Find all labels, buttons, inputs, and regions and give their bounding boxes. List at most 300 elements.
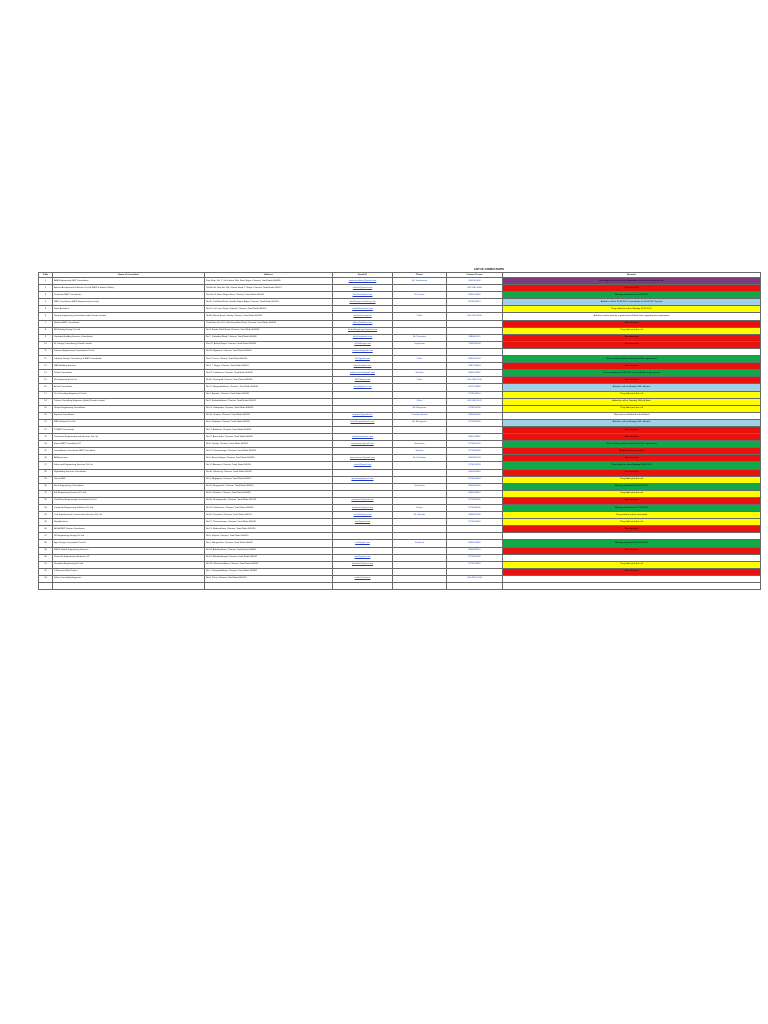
table-row xyxy=(39,363,761,370)
cell-phone xyxy=(393,426,447,433)
cell-email xyxy=(333,448,393,455)
cell-phone xyxy=(393,384,447,391)
cell-name: Green MEP xyxy=(53,476,205,483)
cell-remarks: They didn't pick the call xyxy=(503,561,761,568)
cell-remarks xyxy=(503,575,761,582)
cell-contact: 9840001234 xyxy=(447,356,503,363)
cell-email[interactable]: aakash@gmail.com xyxy=(333,285,393,292)
cell-remarks: They didn't pick the call xyxy=(503,490,761,497)
cell-address: No.60, Perungudi, Chennai, Tamil Nadu 600096 xyxy=(205,377,333,384)
cell-address: No.27, Thiruvanmiyur, Chennai, Tamil Nadu 600041 xyxy=(205,519,333,526)
table-row xyxy=(39,519,761,526)
header-email: Email ID xyxy=(333,273,393,278)
cell-contact: 044 2496 1100 xyxy=(447,377,503,384)
cell-remarks: Not interested xyxy=(503,455,761,462)
cell-email[interactable]: info@kusthalan.com xyxy=(333,292,393,299)
table-row xyxy=(39,356,761,363)
cell-phone xyxy=(393,327,447,334)
cell-sno: 37 xyxy=(39,533,53,540)
cell-remarks: They asked to call on Monday 26.06.2017 xyxy=(503,462,761,469)
cell-address: No.5, Besant Nagar, Chennai, Tamil Nadu 600090 xyxy=(205,455,333,462)
cell-sno: 32 xyxy=(39,497,53,504)
cell-remarks: Asked to call on 25.06.2017, sent details on 20.06.2017 by mail xyxy=(503,299,761,306)
cell-phone xyxy=(393,476,447,483)
cell-remarks: Need to call on next week xyxy=(503,448,761,455)
cell-phone xyxy=(393,434,447,441)
cell-contact: 044 2483 0011 xyxy=(447,398,503,405)
cell-sno: 16 xyxy=(39,384,53,391)
cell-contact: 9887766554 xyxy=(447,363,503,370)
cell-phone: Chandrasekaran xyxy=(393,412,447,419)
cell-remarks: Not interested xyxy=(503,469,761,476)
cell-name: Dheebatti Engineering Pvt Ltd xyxy=(53,561,205,568)
cell-address: Old No.58, New No.135, Usman Road, T. Nagar, Chennai, Tamil Nadu 600017 xyxy=(205,285,333,292)
cell-email[interactable]: innovent@gmail.com xyxy=(333,348,393,355)
cell-email xyxy=(333,547,393,554)
cell-remarks: Not interested xyxy=(503,526,761,533)
cell-sno: 22 xyxy=(39,426,53,433)
table-row xyxy=(39,540,761,547)
cell-phone: Mr. Prasanna xyxy=(393,334,447,341)
cell-email[interactable]: bk.buildingdesign@gmail.com xyxy=(333,327,393,334)
cell-address: No.10, 1st Cross Street, Kilpauk, Chennai, Tamil Nadu 600010 xyxy=(205,306,333,313)
cell-contact xyxy=(447,320,503,327)
cell-remarks xyxy=(503,348,761,355)
cell-name: MEP Infratech Pvt Ltd xyxy=(53,419,205,426)
table-row xyxy=(39,327,761,334)
cell-remarks: They didn't pick the call xyxy=(503,519,761,526)
cell-remarks: Asked to call on Tuesday, Will call back xyxy=(503,398,761,405)
cell-sno: 28 xyxy=(39,469,53,476)
sheet-title: LIST OF CONSULTANTS xyxy=(474,268,504,271)
table-row xyxy=(39,462,761,469)
table-row xyxy=(39,412,761,419)
cell-phone xyxy=(393,583,447,590)
cell-phone xyxy=(393,490,447,497)
table-row xyxy=(39,285,761,292)
header-address: Address xyxy=(205,273,333,278)
cell-contact: 9840500600 xyxy=(447,412,503,419)
cell-sno: 18 xyxy=(39,398,53,405)
cell-contact: 9176100200 xyxy=(447,405,503,412)
cell-phone: Jeyakumar xyxy=(393,341,447,348)
cell-remarks: They asked to call on Monday 26.06.2017 xyxy=(503,306,761,313)
cell-remarks: Not interested xyxy=(503,497,761,504)
cell-email[interactable]: tark@tarkeng.com xyxy=(333,512,393,519)
cell-sno: 23 xyxy=(39,434,53,441)
cell-contact: 9840405060 xyxy=(447,483,503,490)
cell-sno: 27 xyxy=(39,462,53,469)
cell-contact: 9840607080 xyxy=(447,512,503,519)
cell-contact: 044 2250 4500 xyxy=(447,313,503,320)
cell-address: No.77, Anna Salai, Chennai, Tamil Nadu 600002 xyxy=(205,434,333,441)
cell-name: Ideas Architects xyxy=(53,306,205,313)
cell-sno: 21 xyxy=(39,419,53,426)
cell-email[interactable]: greenmep@gmail.com xyxy=(333,476,393,483)
cell-email[interactable]: info@agni.com xyxy=(333,540,393,547)
cell-contact: 9765432100 xyxy=(447,341,503,348)
cell-contact: 9876543210 xyxy=(447,299,503,306)
cell-phone xyxy=(393,497,447,504)
cell-email[interactable]: mail@ideasarch.com xyxy=(333,306,393,313)
cell-contact xyxy=(447,568,503,575)
cell-address: No.30, Sholinganallur, Chennai, Tamil Nadu 600119 xyxy=(205,497,333,504)
table-row xyxy=(39,391,761,398)
cell-contact: 9840809010 xyxy=(447,547,503,554)
cell-address: No.9, Kodambakkam, Chennai, Tamil Nadu 600024 xyxy=(205,398,333,405)
cell-name: Unique Engineering Consultants xyxy=(53,405,205,412)
cell-phone: Mr. Bhagavan xyxy=(393,405,447,412)
cell-name: Vajaindra Building Services Consultants xyxy=(53,334,205,341)
cell-contact: 9841234987 xyxy=(447,434,503,441)
cell-email xyxy=(333,583,393,590)
cell-name: Paramount Engineering and Services Pvt Ltd xyxy=(53,434,205,441)
cell-contact: 9176543210 xyxy=(447,391,503,398)
table-row xyxy=(39,526,761,533)
cell-remarks: Asked to call on Monday, Will call back xyxy=(503,384,761,391)
cell-address: No.24, Ekkaduthangal, Chennai, Tamil Nadu 600032 xyxy=(205,554,333,561)
cell-email[interactable]: info@vajaindra.com xyxy=(333,334,393,341)
cell-remarks: They didn't pick the call xyxy=(503,405,761,412)
cell-address xyxy=(205,583,333,590)
table-row xyxy=(39,583,761,590)
cell-contact: 9840304050 xyxy=(447,469,503,476)
cell-phone xyxy=(393,306,447,313)
cell-email xyxy=(333,426,393,433)
cell-email[interactable]: info@paramount.com xyxy=(333,434,393,441)
cell-phone xyxy=(393,554,447,561)
header-name: Name of Consultant xyxy=(53,273,205,278)
cell-email[interactable]: dheebatti@gmail.com xyxy=(333,561,393,568)
cell-remarks: Got a meeting today and discussed the requirement xyxy=(503,356,761,363)
table-row xyxy=(39,306,761,313)
cell-phone: Mr. Parthiban xyxy=(393,455,447,462)
cell-remarks: Not interested xyxy=(503,434,761,441)
table-row xyxy=(39,434,761,441)
cell-name: MEPS Global Engineering Services xyxy=(53,547,205,554)
cell-name: SK Engineering Design Pvt Ltd xyxy=(53,533,205,540)
cell-name: A K Engineering Services Pvt Ltd xyxy=(53,490,205,497)
cell-sno: 39 xyxy=(39,547,53,554)
table-row xyxy=(39,341,761,348)
cell-name: Sulan and Engineering Services Pvt Ltd xyxy=(53,462,205,469)
table-row xyxy=(39,313,761,320)
cell-email[interactable]: office@ekdisha.com xyxy=(333,320,393,327)
cell-name: Ekdisha MEP Consultants xyxy=(53,320,205,327)
cell-address: No.45, 2nd Main Road, Gandhi Nagar, Adyar, Chennai, Tamil Nadu 600020 xyxy=(205,299,333,306)
cell-sno: 3 xyxy=(39,292,53,299)
cell-email xyxy=(333,568,393,575)
cell-email xyxy=(333,469,393,476)
cell-remarks: Not interested xyxy=(503,547,761,554)
cell-name: SJ MEP Consultants xyxy=(53,426,205,433)
cell-contact xyxy=(447,426,503,433)
cell-contact: 9884001122 xyxy=(447,334,503,341)
cell-sno: 26 xyxy=(39,455,53,462)
cell-name: Pro Consulting Engineers Pvt Ltd xyxy=(53,391,205,398)
cell-phone: Santosh xyxy=(393,448,447,455)
cell-name: Expert MEP Consulting LLP xyxy=(53,441,205,448)
cell-phone xyxy=(393,575,447,582)
table-row xyxy=(39,292,761,299)
table-row xyxy=(39,561,761,568)
cell-phone: Mr. Kumar xyxy=(393,292,447,299)
cell-contact: 9176010203 xyxy=(447,462,503,469)
cell-email[interactable]: vineplanet@gmail.com xyxy=(333,497,393,504)
header-contact: Contact Person xyxy=(447,273,503,278)
cell-email[interactable]: landmark@gmail.com xyxy=(333,505,393,512)
cell-sno: 6 xyxy=(39,313,53,320)
cell-email[interactable]: enprose@gmail.com xyxy=(333,412,393,419)
cell-phone: Office xyxy=(393,356,447,363)
cell-address: First Floor, No. 7, Sri Krishna Villa, Ram Nagar, Chennai, Tamil Nadu 600088 xyxy=(205,278,333,285)
cell-email[interactable]: ray@gmail.com xyxy=(333,519,393,526)
cell-remarks: Not interested xyxy=(503,320,761,327)
cell-sno: 8 xyxy=(39,327,53,334)
cell-name: Prithvi Consultants xyxy=(53,370,205,377)
cell-email[interactable]: sulan@gmail.com xyxy=(333,462,393,469)
cell-phone: Office xyxy=(393,313,447,320)
cell-sno: 38 xyxy=(39,540,53,547)
cell-name: Innovent Engineering Consultants Pvt Ltd xyxy=(53,348,205,355)
cell-sno: 12 xyxy=(39,356,53,363)
cell-name: Tark Engineering & Construction Services Pvt Ltd xyxy=(53,512,205,519)
cell-sno: 33 xyxy=(39,505,53,512)
cell-remarks: Not interested xyxy=(503,285,761,292)
cell-address: No.18, Pallavaram, Chennai, Tamil Nadu 600043 xyxy=(205,505,333,512)
cell-name: Actual Consultants xyxy=(53,384,205,391)
cell-name: S Dharsana Bee Project xyxy=(53,568,205,575)
cell-name: Agni Design Consultants Pvt Ltd xyxy=(53,540,205,547)
cell-name: SL Design Consultancy Private Limited xyxy=(53,341,205,348)
cell-remarks: Got a meeting on 22.06.2017, discussed the scope of work xyxy=(503,370,761,377)
cell-email[interactable]: abassociates@gmail.com xyxy=(333,455,393,462)
cell-email[interactable]: sakes@sakes.in xyxy=(333,575,393,582)
cell-phone: Office xyxy=(393,398,447,405)
consultants-table xyxy=(38,272,761,590)
cell-contact: 9176020304 xyxy=(447,476,503,483)
cell-email xyxy=(333,526,393,533)
cell-name: 3D Engineering Pvt Ltd xyxy=(53,377,205,384)
cell-phone: Ms. Revathi xyxy=(393,512,447,519)
cell-remarks: They didn't pick the call xyxy=(503,391,761,398)
cell-sno xyxy=(39,583,53,590)
cell-phone: Mr. Murugesan xyxy=(393,419,447,426)
cell-phone xyxy=(393,561,447,568)
cell-sno: 43 xyxy=(39,575,53,582)
cell-name: ABM Engineering MEP Consultants xyxy=(53,278,205,285)
cell-sno: 17 xyxy=(39,391,53,398)
cell-remarks: They asked to call on next week xyxy=(503,512,761,519)
cell-contact: 9176030405 xyxy=(447,497,503,504)
cell-address: Plot 5, Porur, Chennai, Tamil Nadu 600116 xyxy=(205,356,333,363)
cell-sno: 25 xyxy=(39,448,53,455)
cell-email[interactable]: sl@sldesign.com xyxy=(333,341,393,348)
cell-name xyxy=(53,583,205,590)
cell-email[interactable]: 3d@3deng.com xyxy=(333,377,393,384)
cell-contact: 9871234560 xyxy=(447,384,503,391)
cell-sno: 7 xyxy=(39,320,53,327)
cell-email[interactable]: ldc@gmail.com xyxy=(333,356,393,363)
cell-name: ADSA MEP Design Consultants xyxy=(53,526,205,533)
cell-contact: 9841001000 xyxy=(447,278,503,285)
cell-name: Proactive Engineering Solutions LLP xyxy=(53,554,205,561)
cell-sno: 19 xyxy=(39,405,53,412)
table-row xyxy=(39,441,761,448)
cell-name: Rose Engineering Consultants xyxy=(53,483,205,490)
cell-phone xyxy=(393,547,447,554)
cell-email[interactable]: mep@mepbs.com xyxy=(333,363,393,370)
cell-remarks: Not ready for discussion, no requirement now, told to follow up later xyxy=(503,278,761,285)
cell-remarks: Not interested xyxy=(503,377,761,384)
cell-phone xyxy=(393,526,447,533)
cell-remarks: They have not finalized, will call back xyxy=(503,412,761,419)
cell-name: Sakes Consulting Engineers xyxy=(53,575,205,582)
cell-sno: 15 xyxy=(39,377,53,384)
cell-phone xyxy=(393,568,447,575)
cell-phone: Rajendran xyxy=(393,441,447,448)
cell-email[interactable]: info@mepconsultancy.com xyxy=(333,299,393,306)
cell-name: Lakshmi Design Consultancy & MEP Consultants xyxy=(53,356,205,363)
cell-address: No.6, Saidapet, Chennai, Tamil Nadu 600015 xyxy=(205,419,333,426)
cell-phone: Sivakumar xyxy=(393,483,447,490)
cell-address: No.4, Nanganallur, Chennai, Tamil Nadu 600061 xyxy=(205,540,333,547)
cell-name: Trishna Consulting Engineers (India) Private Limited xyxy=(53,398,205,405)
cell-email[interactable]: actual@gmail.com xyxy=(333,384,393,391)
cell-sno: 34 xyxy=(39,512,53,519)
table-row xyxy=(39,483,761,490)
cell-address: No.4, T. Nagar, Chennai, Tamil Nadu 600017 xyxy=(205,363,333,370)
cell-phone xyxy=(393,533,447,540)
cell-contact xyxy=(447,583,503,590)
cell-phone xyxy=(393,299,447,306)
cell-address: No.88, Mount Road, Guindy, Chennai, Tamil Nadu 600032 xyxy=(205,313,333,320)
cell-sno: 29 xyxy=(39,476,53,483)
cell-contact: 9176300400 xyxy=(447,419,503,426)
cell-contact: 9176070809 xyxy=(447,561,503,568)
cell-contact: 044 4500 1234 xyxy=(447,575,503,582)
cell-phone xyxy=(393,320,447,327)
cell-address: No.23, Tambaram, Chennai, Tamil Nadu 600045 xyxy=(205,370,333,377)
cell-sno: 41 xyxy=(39,561,53,568)
cell-address: No.26, Royapettah, Chennai, Tamil Nadu 600014 xyxy=(205,483,333,490)
cell-sno: 2 xyxy=(39,285,53,292)
cell-phone: Mr. Venkatesan xyxy=(393,278,447,285)
cell-name: VinePlanet Engineering Consultants Pvt Ltd xyxy=(53,497,205,504)
cell-sno: 11 xyxy=(39,348,53,355)
table-row xyxy=(39,547,761,554)
cell-email xyxy=(333,483,393,490)
table-row xyxy=(39,490,761,497)
cell-remarks xyxy=(503,583,761,590)
cell-sno: 31 xyxy=(39,490,53,497)
cell-address: No.33, Valasaravakkam, Chennai, Tamil Nadu 600087 xyxy=(205,561,333,568)
cell-name: Enprose Consultants xyxy=(53,412,205,419)
cell-name: Kusthalan MEP Consultants xyxy=(53,292,205,299)
cell-email[interactable]: prithviconsult@gmail.com xyxy=(333,370,393,377)
cell-sno: 35 xyxy=(39,519,53,526)
cell-sno: 42 xyxy=(39,568,53,575)
cell-contact: 9840708090 xyxy=(447,540,503,547)
cell-address: No.16, Adambakkam, Chennai, Tamil Nadu 600088 xyxy=(205,547,333,554)
cell-remarks: Got a meeting today and discussed the requirement xyxy=(503,441,761,448)
cell-sno: 10 xyxy=(39,341,53,348)
cell-remarks: Not interested xyxy=(503,363,761,370)
cell-phone xyxy=(393,348,447,355)
cell-phone xyxy=(393,469,447,476)
cell-email[interactable]: infra@mepinfratech.com xyxy=(333,419,393,426)
cell-address: No.8, Porur, Chennai, Tamil Nadu 600116 xyxy=(205,575,333,582)
cell-email[interactable]: abmconsultants@gmail.com xyxy=(333,278,393,285)
cell-address: No.17, Ambattur, Chennai, Tamil Nadu 600053 xyxy=(205,426,333,433)
cell-phone xyxy=(393,462,447,469)
table-row xyxy=(39,334,761,341)
cell-contact: 9176060708 xyxy=(447,554,503,561)
cell-remarks: Not interested xyxy=(503,341,761,348)
cell-sno: 30 xyxy=(39,483,53,490)
cell-remarks: Meeting scheduled on 20.06.2017 xyxy=(503,292,761,299)
cell-address: No.12, Alwarpet, Chennai, Tamil Nadu 600018 xyxy=(205,462,333,469)
cell-address: No.34, Chetpet, Chennai, Tamil Nadu 600031 xyxy=(205,412,333,419)
cell-remarks xyxy=(503,554,761,561)
cell-address: No.40, Velachery, Chennai, Tamil Nadu 600042 xyxy=(205,469,333,476)
cell-contact xyxy=(447,348,503,355)
cell-email[interactable]: pes@gmail.com xyxy=(333,554,393,561)
table-row xyxy=(39,384,761,391)
cell-name: AB Associates xyxy=(53,455,205,462)
cell-address: No.2, Egmore, Chennai, Tamil Nadu 600008 xyxy=(205,391,333,398)
cell-phone: Kumar xyxy=(393,505,447,512)
cell-address: Plot 22, Ashok Nagar, Chennai, Tamil Nadu 600083 xyxy=(205,341,333,348)
cell-address: No.50, Perambur, Chennai, Tamil Nadu 600011 xyxy=(205,512,333,519)
table-row xyxy=(39,348,761,355)
cell-remarks: Meeting scheduled on 21.06.2017 xyxy=(503,505,761,512)
table-row xyxy=(39,476,761,483)
table-row xyxy=(39,554,761,561)
cell-phone xyxy=(393,285,447,292)
cell-name: MEP Building Services xyxy=(53,363,205,370)
cell-sno: 4 xyxy=(39,299,53,306)
cell-email[interactable]: expertmep@gmail.com xyxy=(333,441,393,448)
cell-contact xyxy=(447,526,503,533)
cell-contact xyxy=(447,327,503,334)
cell-sno: 13 xyxy=(39,363,53,370)
table-row xyxy=(39,299,761,306)
cell-phone: Office xyxy=(393,377,447,384)
cell-remarks: Not interested xyxy=(503,426,761,433)
table-row xyxy=(39,448,761,455)
cell-address: No.3, Mogappair, Chennai, Tamil Nadu 600037 xyxy=(205,476,333,483)
cell-address: Third Floor, No.101, Velachery Main Road, Chennai, Tamil Nadu 600042 xyxy=(205,320,333,327)
cell-address: Plot No.12, Anna Nagar West, Chennai, Tamil Nadu 600040 xyxy=(205,292,333,299)
cell-name: Sunpro Engineering Consultants India Private Limited xyxy=(53,313,205,320)
cell-contact xyxy=(447,306,503,313)
cell-remarks: Meeting scheduled on 20.06.2017 xyxy=(503,483,761,490)
cell-name: Aakash Architectural & Electric Pvt Ltd (MEP & Interior Works) xyxy=(53,285,205,292)
cell-address: No.3, Sardar Patel Road, Chennai, Tamil Nadu 600085 xyxy=(205,327,333,334)
cell-address: No.9, Kilpauk, Chennai, Tamil Nadu 600010 xyxy=(205,533,333,540)
cell-address: No.19, Mylapore, Chennai, Tamil Nadu 600004 xyxy=(205,348,333,355)
table-row xyxy=(39,469,761,476)
cell-contact: 9176040506 xyxy=(447,505,503,512)
cell-remarks: Asked to send a brief for a quote and call back later regarding the requirement xyxy=(503,313,761,320)
cell-phone xyxy=(393,391,447,398)
cell-email[interactable]: contact@sunpro.in xyxy=(333,313,393,320)
cell-email xyxy=(333,405,393,412)
cell-remarks: They didn't pick the call xyxy=(503,327,761,334)
cell-contact: 044 2434 5566 xyxy=(447,285,503,292)
header-remarks: Remarks xyxy=(503,273,761,278)
